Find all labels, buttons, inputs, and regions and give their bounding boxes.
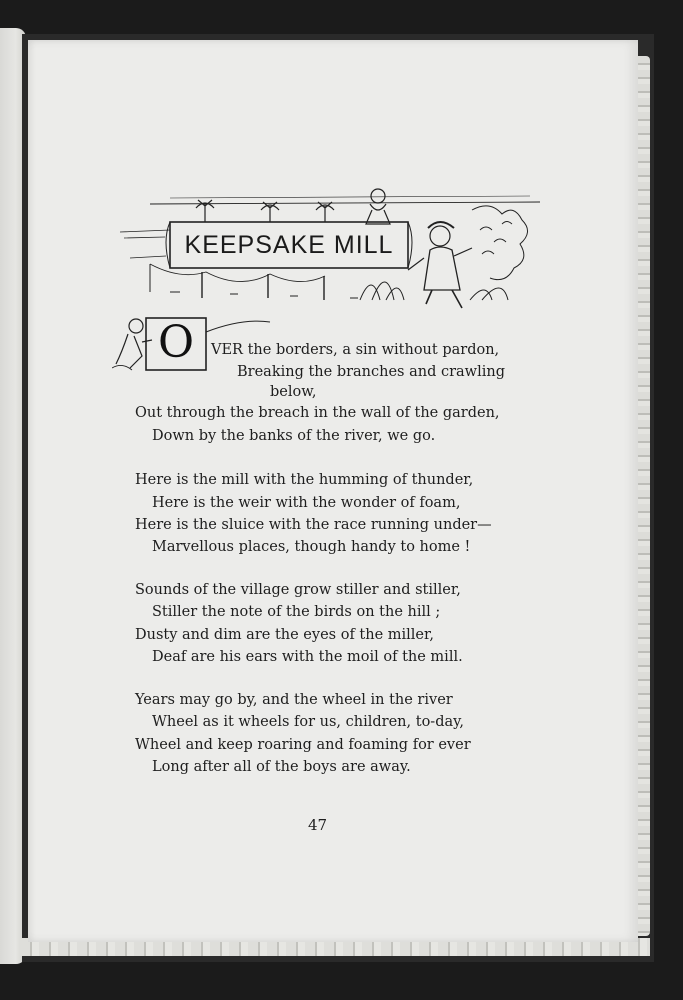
poem-line: Stiller the note of the birds on the hill ; — [152, 604, 441, 620]
poem-line: Here is the weir with the wonder of foam, — [152, 495, 461, 511]
poem-line: Dusty and dim are the eyes of the miller, — [135, 627, 434, 643]
poem-line: Years may go by, and the wheel in the river — [135, 692, 453, 708]
poem-line: Marvellous places, though handy to home ! — [152, 539, 471, 555]
poem-line: Here is the sluice with the race running under— — [135, 517, 492, 533]
poem-line: below, — [270, 384, 317, 400]
poem-line: Down by the banks of the river, we go. — [152, 428, 436, 444]
poem-line: Wheel and keep roaring and foaming for ever — [135, 737, 471, 753]
drop-cap-letter: O — [157, 316, 195, 368]
poem-line: Wheel as it wheels for us, children, to-day, — [152, 714, 464, 730]
poem-line: Out through the breach in the wall of the garden, — [135, 405, 500, 421]
page-number: 47 — [308, 816, 328, 834]
poem-title: KEEPSAKE MILL — [184, 230, 394, 259]
poem-line: VER the borders, a sin without pardon, — [211, 342, 500, 358]
poem-line: Here is the mill with the humming of thunder, — [135, 472, 474, 488]
poem-line: Breaking the branches and crawling — [237, 364, 505, 380]
poem-line: Long after all of the boys are away. — [152, 759, 411, 775]
book-page — [28, 40, 638, 942]
poem-line: Deaf are his ears with the moil of the mill. — [152, 649, 463, 665]
poem-line: Sounds of the village grow stiller and stiller, — [135, 582, 461, 598]
